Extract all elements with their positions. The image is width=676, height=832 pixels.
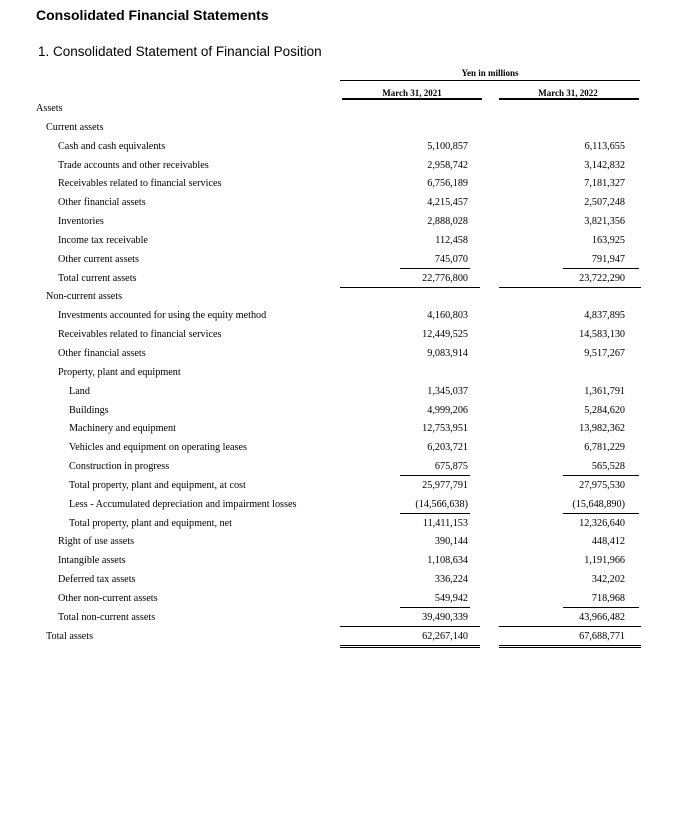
total-rule	[563, 513, 639, 514]
value-2022: 1,191,966	[584, 555, 625, 567]
value-2022: 12,326,640	[579, 517, 625, 529]
table-row	[0, 270, 676, 289]
total-rule	[499, 645, 641, 648]
row-label: Deferred tax assets	[58, 574, 136, 586]
total-rule	[400, 513, 470, 514]
total-rule	[400, 475, 470, 476]
table-row	[0, 138, 676, 157]
value-2022: 6,781,229	[584, 442, 625, 454]
table-row	[0, 194, 676, 213]
column-header-2021: March 31, 2021	[382, 88, 442, 98]
row-label: Less - Accumulated depreciation and impairment losses	[69, 498, 297, 510]
value-2021: 22,776,800	[422, 272, 468, 284]
row-label: Property, plant and equipment	[58, 366, 181, 378]
total-rule	[340, 287, 480, 288]
row-label: Cash and cash equivalents	[58, 140, 166, 152]
value-2021: 336,224	[434, 574, 468, 586]
table-row	[0, 533, 676, 552]
value-2021: 2,888,028	[427, 216, 468, 228]
value-2022: 565,528	[591, 461, 625, 473]
value-2022: 1,361,791	[584, 385, 625, 397]
value-2021: 11,411,153	[422, 517, 468, 529]
row-label: Right of use assets	[58, 536, 135, 548]
row-label: Other financial assets	[58, 197, 146, 209]
row-label: Total assets	[46, 630, 94, 642]
value-2022: 67,688,771	[579, 630, 625, 642]
table-row	[0, 288, 676, 307]
value-2021: 4,160,803	[427, 310, 468, 322]
row-label: Machinery and equipment	[69, 423, 176, 435]
row-label: Land	[69, 385, 90, 397]
value-2021: 12,753,951	[422, 423, 468, 435]
table-row	[0, 326, 676, 345]
row-label: Receivables related to financial services	[58, 178, 222, 190]
table-row	[0, 458, 676, 477]
value-2021: 390,144	[434, 536, 468, 548]
value-2022: 9,517,267	[584, 347, 625, 359]
total-rule	[499, 287, 641, 288]
value-2022: 23,722,290	[579, 272, 625, 284]
table-row	[0, 383, 676, 402]
value-2022: 342,202	[591, 574, 625, 586]
table-row	[0, 590, 676, 609]
document-title: Consolidated Financial Statements	[36, 7, 269, 23]
row-label: Non-current assets	[46, 291, 123, 303]
value-2022: 7,181,327	[584, 178, 625, 190]
total-rule	[340, 645, 480, 648]
table-row	[0, 307, 676, 326]
column-header-2022: March 31, 2022	[538, 88, 598, 98]
value-2021: 549,942	[434, 592, 468, 604]
row-label: Assets	[36, 103, 63, 114]
table-row	[0, 119, 676, 138]
table-row	[0, 439, 676, 458]
table-row	[0, 552, 676, 571]
row-label: Investments accounted for using the equity method	[58, 310, 267, 322]
table-row	[0, 628, 676, 647]
row-label: Total current assets	[58, 272, 137, 284]
value-2021: (14,566,638)	[415, 498, 468, 510]
row-label: Other current assets	[58, 253, 139, 265]
table-row	[0, 345, 676, 364]
total-rule	[563, 607, 639, 608]
table-row	[0, 213, 676, 232]
row-label: Trade accounts and other receivables	[58, 159, 209, 171]
value-2021: 4,999,206	[427, 404, 468, 416]
value-2021: 5,100,857	[427, 140, 468, 152]
total-rule	[340, 626, 480, 627]
value-2022: 4,837,895	[584, 310, 625, 322]
table-row	[0, 364, 676, 383]
value-2021: 25,977,791	[422, 479, 468, 491]
value-2022: 163,925	[591, 234, 625, 246]
table-row	[0, 420, 676, 439]
table-row	[0, 100, 676, 119]
row-label: Buildings	[69, 404, 109, 416]
value-2022: 6,113,655	[584, 140, 625, 152]
value-2021: 1,345,037	[427, 385, 468, 397]
row-label: Inventories	[58, 216, 104, 228]
table-row	[0, 175, 676, 194]
value-2022: 3,821,356	[584, 216, 625, 228]
row-label: Income tax receivable	[58, 234, 148, 246]
row-label: Total non-current assets	[58, 611, 156, 623]
table-row	[0, 157, 676, 176]
value-2021: 39,490,339	[422, 611, 468, 623]
table-row	[0, 496, 676, 515]
value-2022: 3,142,832	[584, 159, 625, 171]
row-label: Current assets	[46, 121, 104, 133]
row-label: Total property, plant and equipment, net	[69, 517, 232, 529]
total-rule	[563, 475, 639, 476]
value-2021: 6,203,721	[427, 442, 468, 454]
value-2021: 9,083,914	[427, 347, 468, 359]
value-2022: 5,284,620	[584, 404, 625, 416]
financial-position-table	[0, 100, 676, 646]
row-label: Intangible assets	[58, 555, 126, 567]
total-rule	[499, 626, 641, 627]
value-2021: 12,449,525	[422, 329, 468, 341]
value-2022: 43,966,482	[579, 611, 625, 623]
value-2022: 13,982,362	[579, 423, 625, 435]
table-row	[0, 571, 676, 590]
section-title: 1. Consolidated Statement of Financial Position	[38, 44, 322, 59]
total-rule	[400, 268, 470, 269]
row-label: Other financial assets	[58, 347, 146, 359]
value-2021: 2,958,742	[427, 159, 468, 171]
value-2021: 675,875	[434, 461, 468, 473]
value-2022: 2,507,248	[584, 197, 625, 209]
table-row	[0, 402, 676, 421]
value-2022: 791,947	[591, 253, 625, 265]
table-row	[0, 515, 676, 534]
table-row	[0, 609, 676, 628]
table-row	[0, 251, 676, 270]
row-label: Vehicles and equipment on operating leases	[69, 442, 247, 454]
row-label: Receivables related to financial services	[58, 329, 222, 341]
value-2021: 6,756,189	[427, 178, 468, 190]
table-row	[0, 232, 676, 251]
table-row	[0, 477, 676, 496]
value-2021: 112,458	[435, 234, 468, 246]
total-rule	[563, 268, 639, 269]
value-2021: 745,070	[434, 253, 468, 265]
row-label: Construction in progress	[69, 461, 170, 473]
row-label: Total property, plant and equipment, at cost	[69, 479, 246, 491]
value-2022: 27,975,530	[579, 479, 625, 491]
value-2022: 718,968	[591, 592, 625, 604]
row-label: Other non-current assets	[58, 592, 158, 604]
unit-rule	[340, 80, 640, 81]
value-2021: 62,267,140	[422, 630, 468, 642]
value-2021: 1,108,634	[427, 555, 468, 567]
unit-label: Yen in millions	[461, 68, 519, 78]
value-2021: 4,215,457	[427, 197, 468, 209]
value-2022: 14,583,130	[579, 329, 625, 341]
value-2022: 448,412	[591, 536, 625, 548]
value-2022: (15,648,890)	[572, 498, 625, 510]
total-rule	[400, 607, 470, 608]
